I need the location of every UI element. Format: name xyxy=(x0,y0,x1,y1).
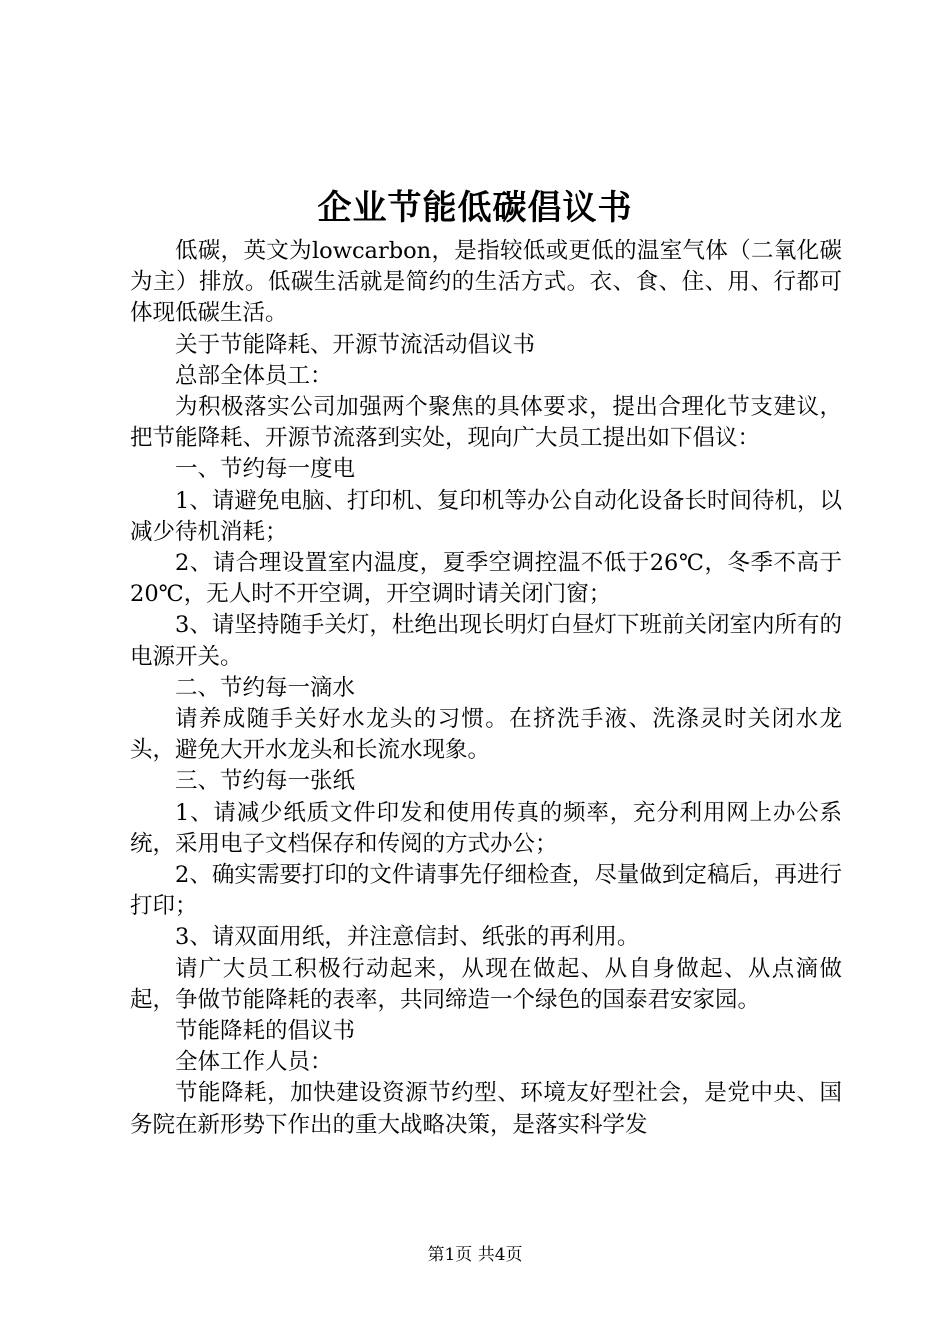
paragraph: 关于节能降耗、开源节流活动倡议书 xyxy=(175,331,536,358)
paragraph: 为积极落实公司加强两个聚焦的具体要求，提出合理化节支建议，把节能降耗、开源节流落到实处，现向广大员工提出如下倡议： xyxy=(130,394,842,452)
paragraph: 请广大员工积极行动起来，从现在做起、从自身做起、从点滴做起，争做节能降耗的表率，共同缔造一个绿色的国泰君安家园。 xyxy=(130,955,842,1013)
list-item: 2、请合理设置室内温度，夏季空调控温不低于26℃，冬季不高于20℃，无人时不开空调，开空调时请关闭门窗； xyxy=(130,550,842,608)
section-heading: 三、节约每一张纸 xyxy=(175,768,356,795)
list-item: 2、确实需要打印的文件请事先仔细检查，尽量做到定稿后，再进行打印； xyxy=(130,862,842,920)
list-item: 1、请减少纸质文件印发和使用传真的频率，充分利用网上办公系统，采用电子文档保存和传阅的方式办公； xyxy=(130,799,842,857)
paragraph: 节能降耗的倡议书 xyxy=(175,1018,356,1045)
section-heading: 一、节约每一度电 xyxy=(175,456,356,483)
page-footer: 第1页 共4页 xyxy=(427,1245,523,1265)
paragraph: 总部全体员工： xyxy=(175,362,333,389)
paragraph: 请养成随手关好水龙头的习惯。在挤洗手液、洗涤灵时关闭水龙头，避免大开水龙头和长流水现象。 xyxy=(130,706,842,764)
paragraph: 低碳，英文为lowcarbon，是指较低或更低的温室气体（二氧化碳为主）排放。低碳生活就是简约的生活方式。衣、食、住、用、行都可体现低碳生活。 xyxy=(130,238,842,327)
section-heading: 二、节约每一滴水 xyxy=(175,674,356,701)
list-item: 1、请避免电脑、打印机、复印机等办公自动化设备长时间待机，以减少待机消耗； xyxy=(130,487,842,545)
list-item: 3、请坚持随手关灯，杜绝出现长明灯白昼灯下班前关闭室内所有的电源开关。 xyxy=(130,612,842,670)
document-title: 企业节能低碳倡议书 xyxy=(317,188,633,228)
document-body xyxy=(130,236,842,1141)
list-item: 3、请双面用纸，并注意信封、纸张的再利用。 xyxy=(175,924,640,951)
paragraph: 节能降耗，加快建设资源节约型、环境友好型社会，是党中央、国务院在新形势下作出的重大战略决策，是落实科学发 xyxy=(130,1080,842,1138)
paragraph: 全体工作人员： xyxy=(175,1049,333,1076)
